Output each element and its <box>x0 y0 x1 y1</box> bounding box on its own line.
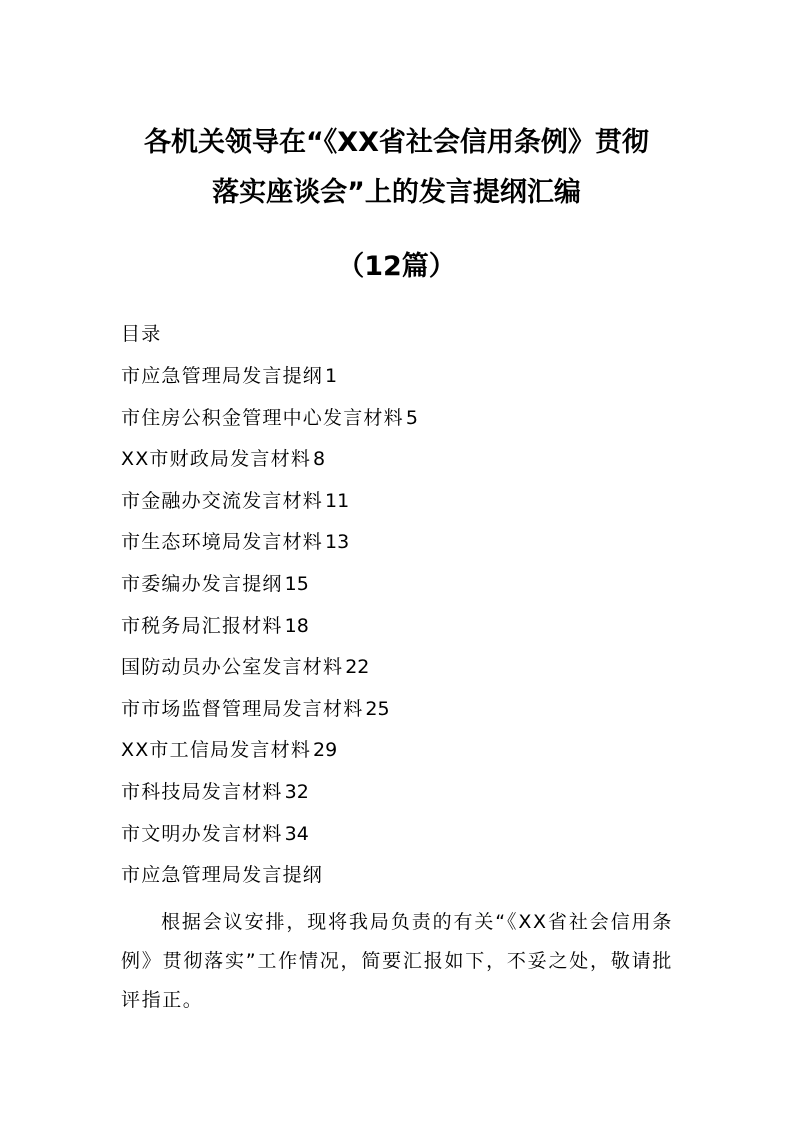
toc-item[interactable] <box>121 780 418 822</box>
toc-item-page: 34 <box>284 822 309 845</box>
toc-item-page: 5 <box>405 406 418 429</box>
toc-item-page: 22 <box>345 656 370 679</box>
toc-item[interactable] <box>121 738 418 780</box>
toc-item[interactable] <box>121 447 418 489</box>
toc-item-page: 29 <box>313 739 338 762</box>
toc-item-text: XX市工信局发言材料 <box>121 739 312 762</box>
toc-item-page: 13 <box>325 531 350 554</box>
body-paragraph: 根据会议安排，现将我局负责的有关“《XX省社会信用条例》贯彻落实”工作情况，简要汇报如下，不妥之处，敬请批评指正。 <box>121 911 673 1011</box>
toc-item-text: 市委编办发言提纲 <box>121 572 283 595</box>
document-title-line-1: 各机关领导在“《XX省社会信用条例》贯彻 <box>144 127 649 158</box>
toc-item[interactable] <box>121 489 418 531</box>
toc-item-text: 市科技局发言材料 <box>121 780 283 803</box>
toc-item-text: XX市财政局发言材料 <box>121 448 312 471</box>
toc-item[interactable] <box>121 655 418 697</box>
toc-item[interactable] <box>121 530 418 572</box>
toc-item[interactable] <box>121 572 418 614</box>
toc-item[interactable] <box>121 697 418 739</box>
document-title-line-2: 落实座谈会”上的发言提纲汇编 <box>212 177 581 208</box>
toc-item[interactable] <box>121 614 418 656</box>
toc-item-text: 国防动员办公室发言材料 <box>121 656 344 679</box>
table-of-contents <box>121 364 418 863</box>
toc-item-text: 市应急管理局发言提纲 <box>121 365 324 387</box>
toc-item-text: 市生态环境局发言材料 <box>121 531 324 554</box>
toc-item-text: 市文明办发言材料 <box>121 822 283 845</box>
toc-item-text: 市住房公积金管理中心发言材料 <box>121 406 404 429</box>
toc-item[interactable] <box>121 364 418 406</box>
toc-item-text: 市市场监督管理局发言材料 <box>121 697 364 720</box>
toc-item-page: 15 <box>284 572 309 595</box>
toc-item-page: 1 <box>325 365 338 387</box>
toc-item[interactable] <box>121 822 418 864</box>
toc-item-page: 8 <box>313 448 326 471</box>
toc-item-text: 市税务局汇报材料 <box>121 614 283 637</box>
toc-item-page: 25 <box>365 697 390 720</box>
toc-item-text: 市金融办交流发言材料 <box>121 489 324 512</box>
section-heading: 市应急管理局发言提纲 <box>121 864 324 886</box>
toc-item[interactable] <box>121 406 418 448</box>
toc-heading: 目录 <box>121 323 162 345</box>
toc-item-page: 11 <box>325 489 350 512</box>
document-count: （12篇） <box>337 251 456 282</box>
toc-item-page: 18 <box>284 614 309 637</box>
toc-item-page: 32 <box>284 780 309 803</box>
